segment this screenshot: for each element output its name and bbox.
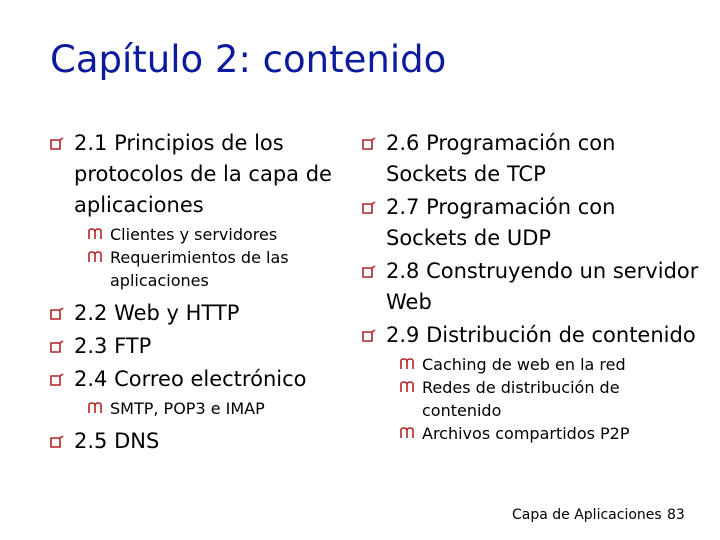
bullet-text: 2.1 Principios de los protocolos de la capa de aplicaciones [74,131,332,217]
sub-bullet-text: Redes de distribución de contenido [422,378,620,420]
bullet-item [50,298,350,329]
page-number: 83 [667,507,685,523]
bullet-text: 2.5 DNS [74,429,160,453]
sub-list [50,397,350,420]
checkbox-bullet-icon [50,435,64,448]
bullet-item [50,364,350,395]
sub-bullet-item [50,397,350,420]
bullet-item [362,320,702,351]
sub-bullet-text: Requerimientos de las aplicaciones [110,248,289,290]
bullet-item [50,128,350,221]
bullet-item [362,256,702,318]
bullet-item [50,426,350,457]
bullet-text: 2.3 FTP [74,334,152,358]
checkbox-bullet-icon [362,265,376,278]
m-bullet-icon [88,402,102,414]
m-bullet-icon [88,228,102,240]
checkbox-bullet-icon [362,201,376,214]
sub-bullet-text: SMTP, POP3 e IMAP [110,399,265,418]
checkbox-bullet-icon [50,307,64,320]
sub-list [50,223,350,292]
sub-bullet-item [362,353,702,376]
bullet-text: 2.6 Programación con Sockets de TCP [386,131,616,186]
sub-bullet-text: Caching de web en la red [422,355,626,374]
m-bullet-icon [400,381,414,393]
sub-bullet-item [50,223,350,246]
bullet-text: 2.8 Construyendo un servidor Web [386,259,699,314]
right-column [362,128,702,451]
bullet-text: 2.7 Programación con Sockets de UDP [386,195,616,250]
checkbox-bullet-icon [362,329,376,342]
sub-bullet-item [362,422,702,445]
sub-bullet-text: Clientes y servidores [110,225,278,244]
m-bullet-icon [88,251,102,263]
footer-label: Capa de Aplicaciones [512,507,662,523]
bullet-text: 2.4 Correo electrónico [74,367,307,391]
sub-bullet-text: Archivos compartidos P2P [422,424,630,443]
bullet-item [362,192,702,254]
bullet-item [362,128,702,190]
sub-bullet-item [362,376,702,422]
bullet-text: 2.9 Distribución de contenido [386,323,696,347]
left-column [50,128,350,459]
checkbox-bullet-icon [362,137,376,150]
sub-list [362,353,702,445]
checkbox-bullet-icon [50,340,64,353]
checkbox-bullet-icon [50,373,64,386]
slide-title: Capítulo 2: contenido [50,38,447,81]
m-bullet-icon [400,427,414,439]
bullet-item [50,331,350,362]
bullet-text: 2.2 Web y HTTP [74,301,240,325]
sub-bullet-item [50,246,350,292]
m-bullet-icon [400,358,414,370]
checkbox-bullet-icon [50,137,64,150]
